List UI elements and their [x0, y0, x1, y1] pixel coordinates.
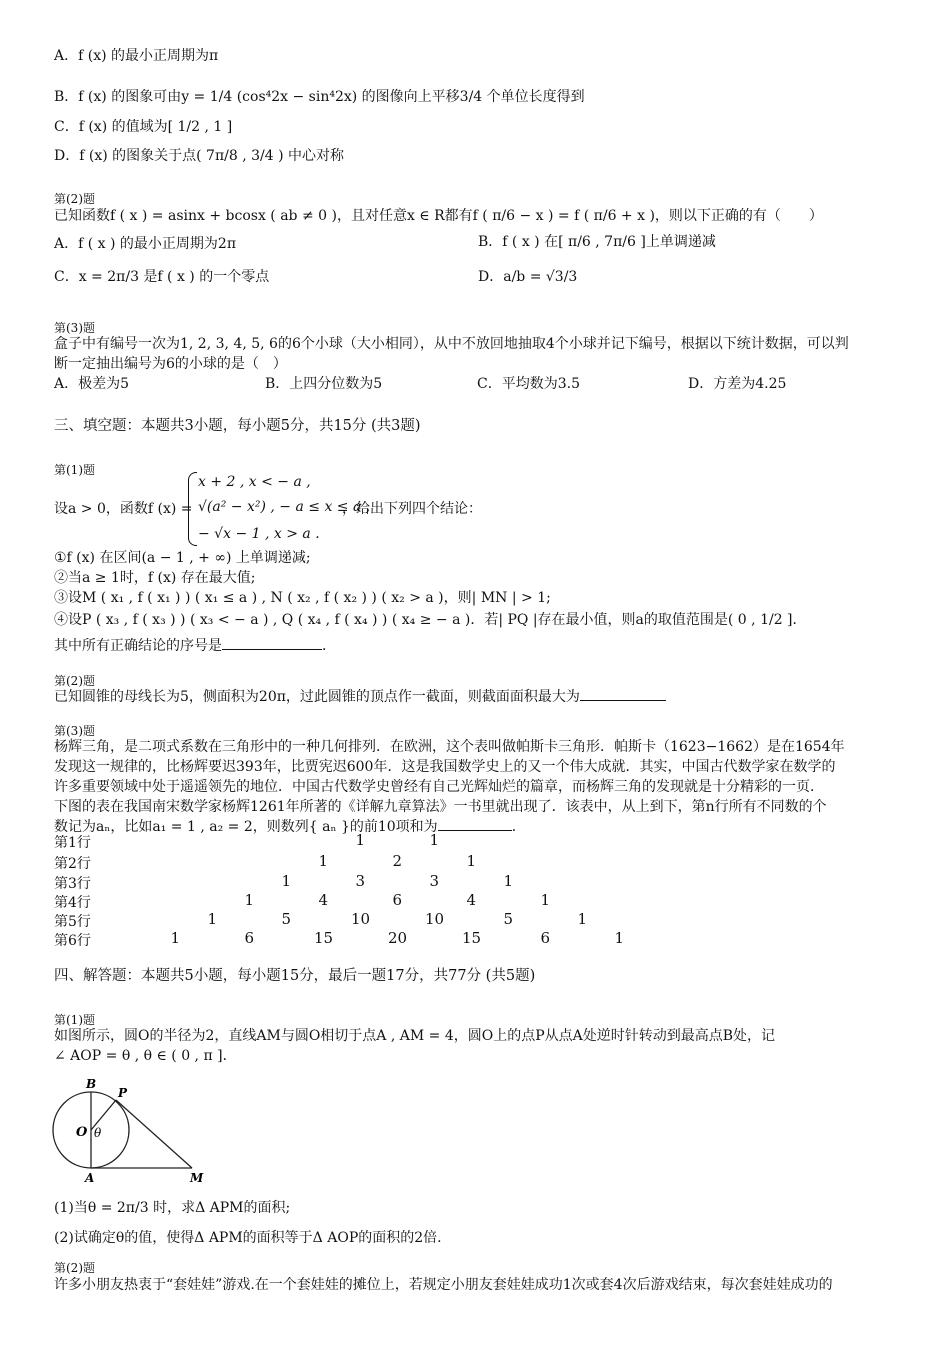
- piecewise-brace: [188, 472, 197, 546]
- question-stem: 盒子中有编号一次为1, 2, 3, 4, 5, 6的6个小球（大小相同），从中不放回地抽取4个小球并记下编号，根据以下统计数据，可以判: [54, 336, 849, 352]
- triangle-number: 1: [244, 891, 255, 909]
- paragraph-line-4: 下图的表在我国南宋数学家杨辉1261年所著的《详解九章算法》一书里就出现了．该表中，从上到下，第n行所有不同数的个: [54, 799, 827, 815]
- row-label: 第6行: [54, 933, 91, 949]
- piecewise-case-2: √(a² − x²) , − a ≤ x ≤ a ,: [198, 499, 371, 515]
- option-d: D．a/b = √3/3: [478, 269, 578, 285]
- question-label: 第(3)题: [54, 321, 95, 335]
- stem-text: 已知圆锥的母线长为5，侧面积为20π，过此圆锥的顶点作一截面，则截面面积最大为: [54, 689, 580, 705]
- question-stem-cont: ∠ AOP = θ , θ ∈ ( 0 , π ]．: [54, 1048, 237, 1064]
- question-stem: [54, 686, 666, 707]
- row-label: 第1行: [54, 835, 91, 851]
- row-label: 第4行: [54, 895, 91, 911]
- label-m: M: [190, 1171, 204, 1185]
- sub-question-1: (1)当θ = 2π/3 时，求Δ APM的面积;: [54, 1200, 291, 1216]
- function-intro: 设a > 0，函数f (x) =: [54, 501, 193, 517]
- triangle-number: 15: [314, 929, 334, 947]
- triangle-number: 6: [392, 891, 403, 909]
- conclusion-4: ④设P ( x₃ , f ( x₃ ) ) ( x₃ < − a ) , Q ( x₄ , f ( x₄ ) ) ( x₄ ≥ − a )．若| PQ |存在最小值，则a的取值范围是( 0 , 1/2 ]．: [54, 612, 807, 628]
- triangle-number: 6: [244, 929, 255, 947]
- row-label: 第2行: [54, 856, 91, 872]
- section-title: 四、解答题：本题共5小题，每小题15分，最后一题17分，共77分 (共5题): [54, 968, 536, 984]
- question-stem: 许多小朋友热衷于“套娃娃”游戏.在一个套娃娃的摊位上，若规定小朋友套娃娃成功1次或套4次后游戏结束，每次套娃娃成功的: [54, 1277, 833, 1293]
- row-label: 第5行: [54, 914, 91, 930]
- triangle-number: 1: [355, 831, 366, 849]
- option-b: B．f (x) 的图象可由y = 1/4 (cos⁴2x − sin⁴2x) 的图像向上平移3/4 个单位长度得到: [54, 89, 585, 105]
- option-a: A．f ( x ) 的最小正周期为2π: [54, 236, 237, 252]
- question-label: 第(3)题: [54, 724, 95, 738]
- question-label: 第(2)题: [54, 1261, 95, 1275]
- triangle-number: 1: [614, 929, 625, 947]
- question-label: 第(2)题: [54, 674, 95, 688]
- triangle-number: 1: [540, 891, 551, 909]
- option-b: B．f ( x ) 在[ π/6 , 7π/6 ]上单调递减: [478, 234, 716, 250]
- triangle-number: 6: [540, 929, 551, 947]
- label-p: P: [118, 1086, 128, 1100]
- piecewise-after: ，给出下列四个结论：: [342, 501, 482, 517]
- conclusion-2: ②当a ≥ 1时，f (x) 存在最大值;: [54, 570, 256, 586]
- option-a: A．极差为5: [54, 376, 130, 392]
- label-o: O: [76, 1125, 88, 1140]
- paragraph-line-5: 数记为aₙ，比如a₁ = 1 , a₂ = 2，则数列{ aₙ }的前10项和为 ．: [54, 816, 526, 837]
- triangle-number: 10: [425, 910, 445, 928]
- question-label: 第(1)题: [54, 1013, 95, 1027]
- section-title: 三、填空题：本题共3小题，每小题5分，共15分 (共3题): [54, 418, 421, 434]
- triangle-number: 3: [355, 872, 366, 890]
- label-a: A: [85, 1171, 95, 1185]
- triangle-number: 1: [318, 852, 329, 870]
- option-d: D．f (x) 的图象关于点( 7π/8 , 3/4 ) 中心对称: [54, 148, 345, 164]
- triangle-number: 3: [429, 872, 440, 890]
- option-c: C．x = 2π/3 是f ( x ) 的一个零点: [54, 269, 270, 285]
- triangle-number: 1: [170, 929, 181, 947]
- prompt-text: 其中所有正确结论的序号是: [54, 638, 222, 654]
- triangle-number: 1: [281, 872, 292, 890]
- row-label: 第3行: [54, 876, 91, 892]
- question-stem-cont: 断一定抽出编号为6的小球的是（ ）: [54, 356, 287, 372]
- conclusion-3: ③设M ( x₁ , f ( x₁ ) ) ( x₁ ≤ a ) , N ( x₂ , f ( x₂ ) ) ( x₂ > a )，则| MN | > 1;: [54, 590, 551, 606]
- label-b: B: [86, 1077, 97, 1091]
- piecewise-case-1: x + 2 , x < − a ,: [198, 474, 311, 490]
- paragraph-line-1: 杨辉三角，是二项式系数在三角形中的一种几何排列．在欧洲，这个表叫做帕斯卡三角形．帕斯卡（1623−1662）是在1654年: [54, 739, 845, 755]
- triangle-number: 4: [318, 891, 329, 909]
- answer-blank[interactable]: [580, 686, 666, 701]
- triangle-number: 5: [281, 910, 292, 928]
- triangle-number: 1: [429, 831, 440, 849]
- triangle-number: 5: [503, 910, 514, 928]
- triangle-number: 1: [207, 910, 218, 928]
- option-d: D．方差为4.25: [688, 376, 787, 392]
- conclusion-1: ①f (x) 在区间(a − 1 , + ∞) 上单调递减;: [54, 550, 311, 566]
- option-a: A．f (x) 的最小正周期为π: [54, 48, 219, 64]
- option-c: C．f (x) 的值域为[ 1/2 , 1 ]: [54, 119, 233, 135]
- answer-prompt: 其中所有正确结论的序号是 ．: [54, 635, 336, 656]
- para-text: 数记为aₙ，比如a₁ = 1 , a₂ = 2，则数列{ aₙ }的前10项和为: [54, 819, 438, 835]
- triangle-number: 10: [351, 910, 371, 928]
- question-label: 第(2)题: [54, 192, 95, 206]
- segment-pm: [116, 1100, 192, 1168]
- question-label: 第(1)题: [54, 463, 95, 477]
- label-theta: θ: [94, 1126, 102, 1140]
- triangle-number: 4: [466, 891, 477, 909]
- sub-question-2: (2)试确定θ的值，使得Δ APM的面积等于Δ AOP的面积的2倍.: [54, 1230, 442, 1246]
- triangle-number: 15: [462, 929, 482, 947]
- option-b: B．上四分位数为5: [265, 376, 383, 392]
- triangle-number: 1: [503, 872, 514, 890]
- piecewise-case-3: − √x − 1 , x > a .: [198, 526, 320, 542]
- triangle-number: 1: [577, 910, 588, 928]
- paragraph-line-2: 发现这一规律的，比杨辉要迟393年，比贾宪迟600年．这是我国数学史上的又一个伟大成就．其实，中国古代数学家在数学的: [54, 759, 836, 775]
- question-stem: 如图所示，圆O的半径为2，直线AM与圆O相切于点A , AM = 4，圆O上的点P从点A处逆时针转动到最高点B处，记: [54, 1028, 776, 1044]
- option-c: C．平均数为3.5: [477, 376, 580, 392]
- triangle-number: 1: [466, 852, 477, 870]
- triangle-number: 20: [388, 929, 408, 947]
- geometry-figure: [44, 1074, 214, 1188]
- triangle-number: 2: [392, 852, 403, 870]
- question-stem: 已知函数f ( x ) = asinx + bcosx ( ab ≠ 0 )，且对任意x ∈ R都有f ( π/6 − x ) = f ( π/6 + x )，则以下正确的有（ ）: [54, 208, 823, 224]
- answer-blank[interactable]: [222, 635, 322, 650]
- paragraph-line-3: 许多重要领域中处于遥遥领先的地位．中国古代数学史曾经有自己光辉灿烂的篇章，而杨辉三角的发现就是十分精彩的一页．: [54, 779, 824, 795]
- answer-blank[interactable]: [438, 816, 512, 831]
